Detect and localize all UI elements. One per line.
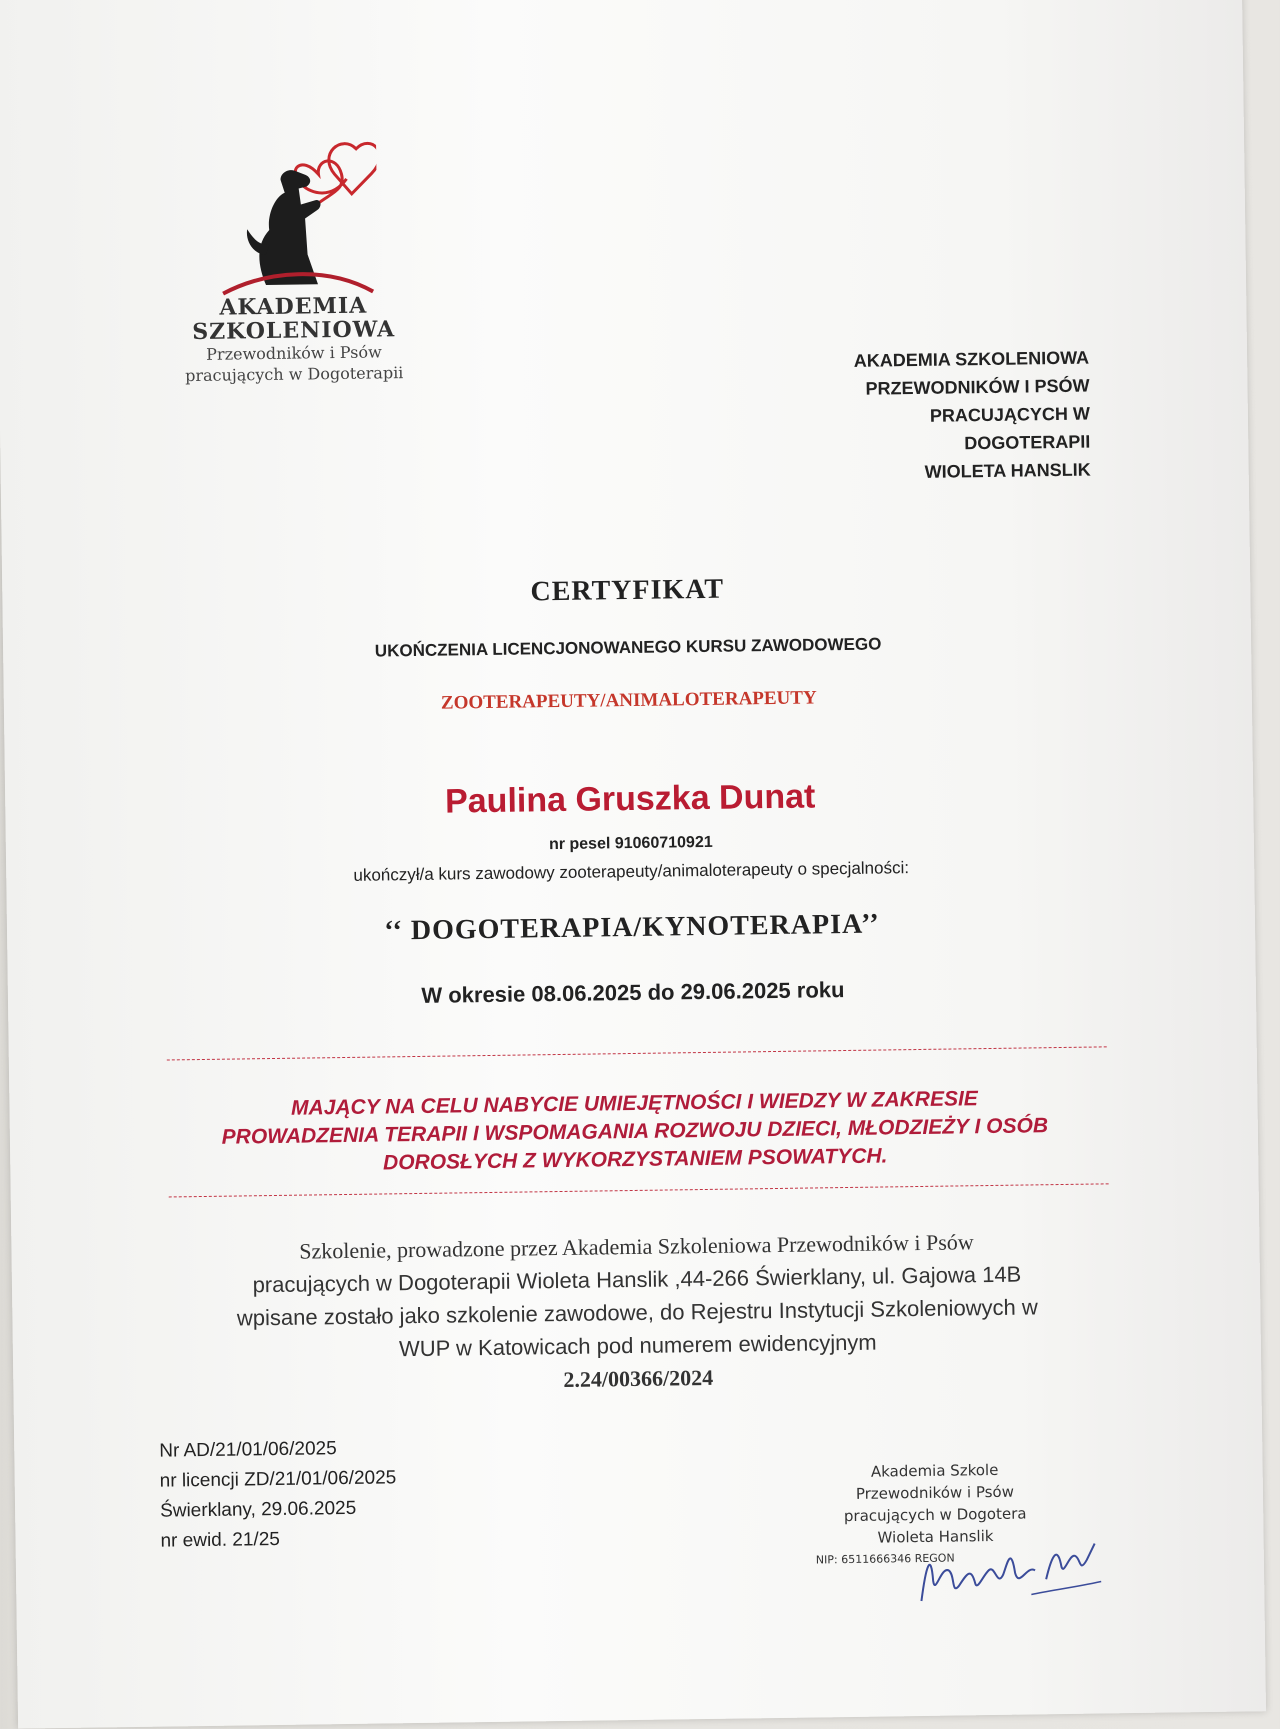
mission-line: DOROSŁYCH Z WYKORZYSTANIEM PSOWATYCH. xyxy=(382,1144,888,1175)
recipient-name: Paulina Gruszka Dunat xyxy=(444,777,816,821)
academy-logo xyxy=(156,133,429,387)
certificate-title: CERTYFIKAT xyxy=(530,573,725,608)
mission-line: PROWADZENIA TERAPII I WSPOMAGANIA ROZWOJU DZIECI, MŁODZIEŻY I OSÓB xyxy=(221,1114,1049,1149)
training-statement xyxy=(161,1223,1113,1401)
training-line: Szkolenie, prowadzone przez Akademia Szkoleniowa Przewodników i Psów xyxy=(299,1229,974,1264)
stamp-line: Wioleta Hanslik xyxy=(877,1526,994,1547)
organization-line: DOGOTERAPII xyxy=(964,431,1091,454)
meta-line: Nr AD/21/01/06/2025 xyxy=(159,1438,337,1462)
handwritten-signature xyxy=(910,1523,1111,1621)
registry-number: 2.24/00366/2024 xyxy=(563,1364,714,1392)
training-line: wpisane zostało jako szkolenie zawodowe, do Rejestru Instytucji Szkoleniowych w xyxy=(236,1294,1038,1331)
stamp-line: pracujących w Dogotera xyxy=(843,1504,1027,1526)
training-line: pracujących w Dogoterapii Wioleta Hanslik ,44-266 Świerklany, ul. Gajowa 14B xyxy=(252,1261,1022,1298)
logo-subtitle-line2: pracujących w Dogoterapii xyxy=(185,363,404,386)
organization-line: WIOLETA HANSLIK xyxy=(924,459,1091,482)
logo-title-line1: AKADEMIA xyxy=(219,292,368,321)
logo-title-line2: SZKOLENIOWA xyxy=(192,316,396,346)
divider-top xyxy=(167,1046,1107,1060)
organization-line: PRZEWODNIKÓW I PSÓW xyxy=(865,375,1090,399)
mission-line: MAJĄCY NA CELU NABYCIE UMIEJĘTNOŚCI I WIEDZY W ZAKRESIE xyxy=(290,1087,979,1120)
logo-subtitle-line1: Przewodników i Psów xyxy=(206,342,382,364)
signature-icon xyxy=(910,1523,1111,1616)
training-line: WUP w Katowicach pod numerem ewidencyjnym xyxy=(398,1329,877,1362)
organization-header xyxy=(789,343,1101,487)
stamp-line: Akademia Szkole xyxy=(870,1460,999,1481)
meta-line: Świerklany, 29.06.2025 xyxy=(159,1497,357,1522)
document-metadata xyxy=(159,1433,397,1556)
certificate-subtitle: UKOŃCZENIA LICENCJONOWANEGO KURSU ZAWODOWEGO xyxy=(374,634,882,661)
course-description: ukończył/a kurs zawodowy zooterapeuty/animaloterapeuty o specjalności: xyxy=(353,858,910,885)
meta-line: nr licencji ZD/21/01/06/2025 xyxy=(159,1467,397,1492)
pesel-number: nr pesel 91060710921 xyxy=(548,833,713,854)
meta-line: nr ewid. 21/25 xyxy=(160,1528,281,1552)
profession: ZOOTERAPEUTY/ANIMALOTERAPEUTY xyxy=(440,687,817,714)
mission-statement xyxy=(159,1083,1110,1180)
organization-line: AKADEMIA SZKOLENIOWA xyxy=(853,347,1090,371)
course-period: W okresie 08.06.2025 do 29.06.2025 roku xyxy=(421,977,845,1008)
organization-line: PRACUJĄCYCH W xyxy=(929,403,1091,426)
divider-bottom xyxy=(169,1183,1109,1197)
dog-heart-icon xyxy=(206,133,378,295)
stamp-nip: NIP: 6511666346 REGON xyxy=(815,1551,955,1567)
stamp-line: Przewodników i Psów xyxy=(855,1482,1015,1503)
specialty: ‘‘ DOGOTERAPIA/KYNOTERAPIA’’ xyxy=(384,908,880,947)
